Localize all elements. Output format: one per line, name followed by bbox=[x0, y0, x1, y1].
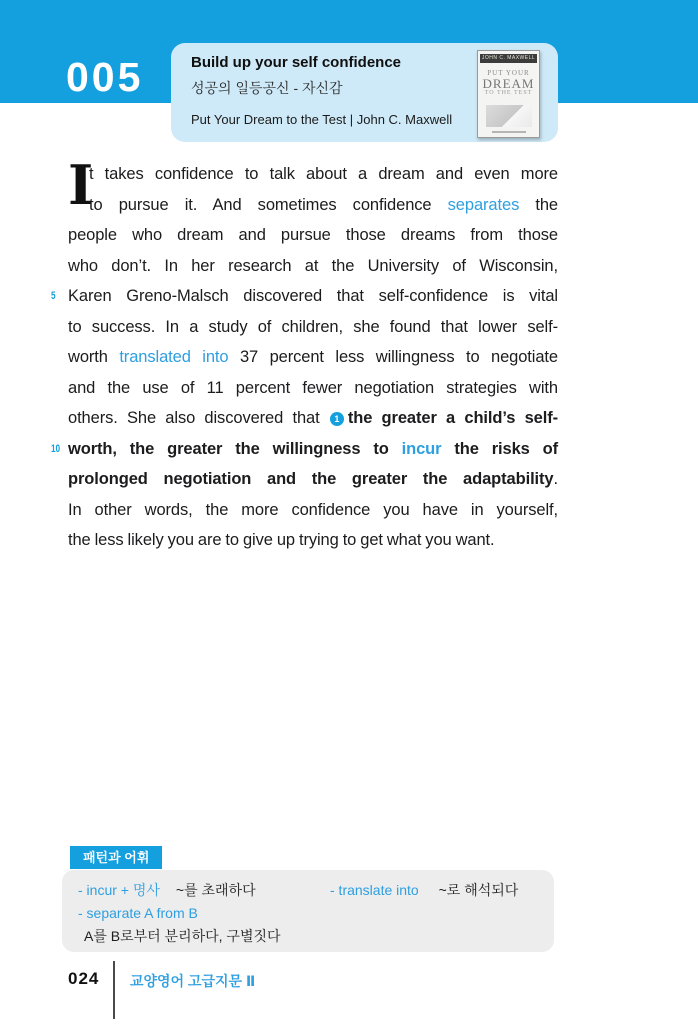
note-marker-1: 1 bbox=[330, 412, 344, 426]
header-card bbox=[171, 43, 558, 142]
book-cover-image bbox=[477, 50, 540, 138]
book-cover-title-line3: TO THE TEST bbox=[484, 90, 533, 96]
text-segment: the less likely you are to give up trying to get what you want. bbox=[68, 531, 495, 549]
passage-title: Build up your self confidence bbox=[191, 54, 402, 71]
vocab-section-label: 패턴과 어휘 bbox=[70, 846, 162, 869]
book-cover-author: JOHN C. MAXWELL bbox=[481, 55, 536, 61]
text-segment: the risks of bbox=[441, 439, 559, 458]
text-segment: Karen Greno-Malsch discovered that self-confidence is vital bbox=[68, 287, 558, 305]
vocab-term: - separate A from B bbox=[78, 905, 198, 921]
passage-subtitle-korean: 성공의 일등공신 - 자신감 bbox=[191, 80, 343, 96]
passage-line bbox=[68, 495, 558, 526]
vocab-row bbox=[78, 925, 538, 948]
passage-line bbox=[68, 312, 558, 343]
text-segment: prolonged negotiation and the greater the adaptability bbox=[68, 470, 554, 488]
text-segment: . bbox=[553, 470, 558, 488]
vocab-term: - incur + 명사 bbox=[78, 882, 160, 898]
passage-line bbox=[51, 434, 559, 465]
passage-line bbox=[68, 159, 558, 190]
vocab-box bbox=[62, 870, 554, 952]
book-series-title: 교양영어 고급지문 Ⅱ bbox=[130, 973, 256, 989]
drop-cap: I bbox=[68, 153, 94, 217]
vocab-row bbox=[78, 879, 538, 902]
text-segment: t takes confidence to talk about a dream and even more bbox=[89, 165, 558, 183]
book-cover-page-curl-graphic bbox=[486, 105, 532, 127]
text-segment: worth bbox=[68, 348, 120, 366]
text-segment: the greater a child’s self- bbox=[347, 409, 558, 427]
passage-line bbox=[68, 464, 558, 495]
passage-line bbox=[68, 373, 558, 404]
line-number: 5 bbox=[51, 290, 56, 302]
line-number: 10 bbox=[51, 442, 61, 455]
passage-line bbox=[68, 251, 558, 282]
text-segment: the bbox=[519, 195, 559, 214]
passage-line bbox=[68, 525, 558, 556]
vocab-meaning: A를 B로부터 분리하다, 구별짓다 bbox=[84, 928, 281, 944]
text-segment: 37 percent less willingness to negotiate bbox=[228, 348, 558, 366]
passage-line bbox=[68, 190, 558, 221]
vocab-entry bbox=[78, 879, 330, 902]
passage-source: Put Your Dream to the Test | John C. Maxwell bbox=[191, 112, 453, 127]
vocab-term: - translate into bbox=[330, 882, 419, 898]
text-segment: others. She also discovered that bbox=[68, 409, 329, 427]
vocab-meaning: ~를 초래하다 bbox=[175, 882, 256, 898]
passage-line bbox=[68, 403, 558, 434]
book-cover-title-line1: PUT YOUR bbox=[487, 69, 530, 77]
text-segment: separates bbox=[447, 195, 520, 214]
text-segment: to pursue it. And sometimes confidence bbox=[89, 195, 448, 214]
footer-divider-line bbox=[113, 961, 115, 1019]
lesson-number: 005 bbox=[66, 54, 144, 100]
text-segment: worth, the greater the willingness to bbox=[68, 439, 402, 458]
vocab-meaning: ~로 해석되다 bbox=[438, 882, 519, 898]
text-segment: and the use of 11 percent fewer negotiation strategies with bbox=[68, 378, 558, 397]
text-segment: In other words, the more confidence you have in yourself, bbox=[68, 500, 558, 519]
passage bbox=[51, 153, 559, 556]
vocab-row bbox=[78, 902, 538, 925]
vocab-entry bbox=[330, 879, 518, 902]
page-number: 024 bbox=[68, 969, 100, 988]
passage-line bbox=[51, 281, 558, 312]
passage-lines bbox=[51, 153, 559, 556]
book-cover-footer-graphic bbox=[492, 131, 526, 133]
text-segment: to success. In a study of children, she found that lower self- bbox=[68, 317, 558, 336]
text-segment: people who dream and pursue those dreams from those bbox=[68, 226, 558, 244]
book-cover-title-line2: DREAM bbox=[482, 76, 535, 91]
text-segment: translated into bbox=[119, 348, 229, 366]
passage-line bbox=[68, 220, 558, 251]
passage-line bbox=[68, 342, 558, 373]
text-segment: who don’t. In her research at the University of Wisconsin, bbox=[68, 256, 558, 275]
text-segment: incur bbox=[401, 439, 442, 458]
